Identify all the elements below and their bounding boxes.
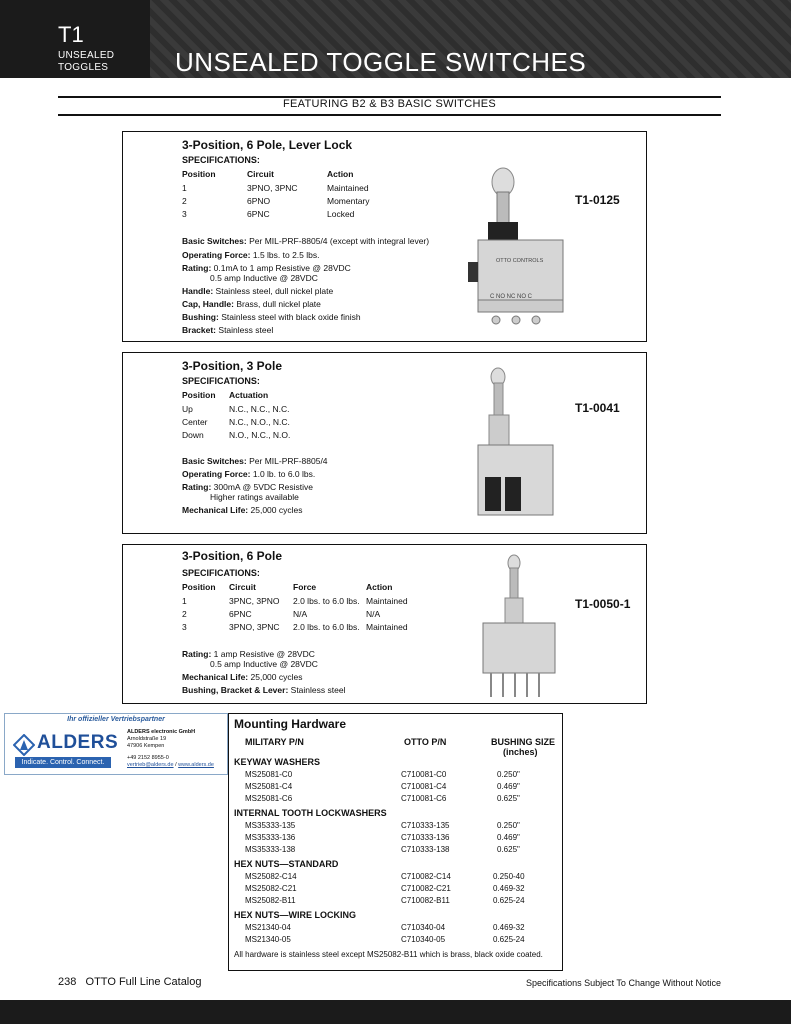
toggle-switch-image — [468, 162, 583, 337]
distributor-company: ALDERS electronic GmbH — [127, 729, 196, 735]
table-cell: MS25082-C14 — [245, 872, 297, 881]
table-cell: Locked — [327, 209, 355, 219]
table-cell: 3PNO, 3PNC — [247, 183, 298, 193]
col-header: Position — [182, 169, 216, 179]
col-header-otto: OTTO P/N — [404, 737, 447, 747]
table-cell: MS25082-B11 — [245, 896, 296, 905]
spec-label: SPECIFICATIONS: — [182, 155, 260, 165]
distributor-tagline: Ihr offizieller Vertriebspartner — [67, 716, 165, 723]
spec-line: Bushing, Bracket & Lever: Stainless steel — [182, 685, 346, 695]
spec-line: Operating Force: 1.0 lb. to 6.0 lbs. — [182, 469, 316, 479]
table-cell: MS35333-138 — [245, 845, 296, 854]
spec-label: SPECIFICATIONS: — [182, 376, 260, 386]
toggle-switch-image — [473, 365, 563, 525]
distributor-box — [4, 713, 228, 775]
table-cell: 2 — [182, 609, 187, 619]
table-cell: 0.469" — [497, 833, 520, 842]
table-cell: Down — [182, 430, 204, 440]
table-cell: MS25081-C0 — [245, 770, 293, 779]
product-title: 3-Position, 6 Pole, Lever Lock — [182, 138, 353, 152]
distributor-email-link[interactable]: vertrieb@alders.de — [127, 762, 174, 768]
footer-bar — [0, 1000, 791, 1024]
product-card-t1-0125 — [122, 131, 647, 342]
table-cell: N.C., N.C., N.C. — [229, 404, 290, 414]
spec-line: Basic Switches: Per MIL-PRF-8805/4 (except with integral lever) — [182, 236, 430, 246]
table-cell: 0.250" — [497, 770, 520, 779]
spec-line: Mechanical Life: 25,000 cycles — [182, 672, 303, 682]
col-header: Position — [182, 582, 216, 592]
table-cell: 2.0 lbs. to 6.0 lbs. — [293, 596, 360, 606]
table-cell: 1 — [182, 183, 187, 193]
mounting-hardware-table — [228, 713, 563, 971]
divider-bottom — [58, 114, 721, 116]
spec-line: Handle: Stainless steel, dull nickel plate — [182, 286, 334, 296]
table-cell: Momentary — [327, 196, 370, 206]
section-sub-2: TOGGLES — [58, 62, 109, 73]
spec-line: Bushing: Stainless steel with black oxide finish — [182, 312, 361, 322]
table-cell: MS25081-C4 — [245, 782, 293, 791]
part-number: T1-0041 — [575, 401, 620, 415]
table-cell: 3PNC, 3PNO — [229, 596, 280, 606]
page-title: UNSEALED TOGGLE SWITCHES — [175, 47, 587, 77]
col-header: Action — [366, 582, 393, 592]
switch-brand-label: OTTO CONTROLS — [496, 258, 544, 264]
table-cell: 0.469" — [497, 782, 520, 791]
spec-line: Basic Switches: Per MIL-PRF-8805/4 — [182, 456, 328, 466]
spec-line-cont: Higher ratings available — [210, 492, 299, 502]
spec-line: Rating: 0.1mA to 1 amp Resistive @ 28VDC — [182, 263, 351, 273]
table-cell: MS25082-C21 — [245, 884, 297, 893]
spec-line: Cap, Handle: Brass, dull nickel plate — [182, 299, 321, 309]
col-header: Position — [182, 390, 216, 400]
alders-logo-icon — [13, 734, 35, 756]
table-cell: MS21340-05 — [245, 935, 291, 944]
table-cell: C710082-C14 — [401, 872, 451, 881]
table-cell: 0.625" — [497, 845, 520, 854]
col-header: Circuit — [247, 169, 274, 179]
footer-left — [58, 976, 202, 988]
table-cell: C710333-135 — [401, 821, 450, 830]
table-cell: 3 — [182, 622, 187, 632]
table-cell: 6PNO — [247, 196, 271, 206]
part-number: T1-0125 — [575, 193, 620, 207]
table-cell: Maintained — [366, 596, 408, 606]
table-cell: C710082-C21 — [401, 884, 451, 893]
table-cell: 0.469-32 — [493, 884, 525, 893]
table-cell: N/A — [293, 609, 308, 619]
col-header: Force — [293, 582, 317, 592]
spec-line: Operating Force: 1.5 lbs. to 2.5 lbs. — [182, 250, 320, 260]
distributor-street: Arnoldstraße 19 — [127, 736, 167, 742]
col-header-bushing: BUSHING SIZE — [491, 737, 556, 747]
page-number: 238 — [58, 976, 77, 988]
spec-line: Rating: 1 amp Resistive @ 28VDC — [182, 649, 315, 659]
section-sub-1: UNSEALED — [58, 50, 115, 61]
spec-line: Bracket: Stainless steel — [182, 325, 274, 335]
table-cell: C710340-04 — [401, 923, 446, 932]
catalog-name: OTTO Full Line Catalog — [85, 976, 202, 988]
table-cell: 3 — [182, 209, 187, 219]
col-header: Action — [327, 169, 354, 179]
table-cell: MS35333-135 — [245, 821, 296, 830]
table-cell: 0.625-24 — [493, 896, 525, 905]
col-header-military: MILITARY P/N — [245, 737, 304, 747]
table-cell: Up — [182, 404, 193, 414]
distributor-logo: ALDERS — [37, 732, 119, 753]
table-cell: 0.625-24 — [493, 935, 525, 944]
col-header-bushing-unit: (inches) — [503, 747, 538, 757]
table-cell: C710340-05 — [401, 935, 446, 944]
table-cell: 0.469-32 — [493, 923, 525, 932]
table-cell: C710333-136 — [401, 833, 450, 842]
product-card-t1-0041 — [122, 352, 647, 534]
distributor-phone: +49 2152 8955-0 — [127, 755, 169, 761]
table-cell: C710082-B11 — [401, 896, 450, 905]
product-title: 3-Position, 6 Pole — [182, 549, 283, 563]
toggle-switch-image — [478, 553, 563, 703]
table-cell: N/A — [366, 609, 381, 619]
product-card-t1-0050-1 — [122, 544, 647, 704]
table-cell: 6PNC — [247, 209, 270, 219]
spec-line: Mechanical Life: 25,000 cycles — [182, 505, 303, 515]
spec-line-cont: 0.5 amp Inductive @ 28VDC — [210, 659, 318, 669]
table-cell: N.O., N.C., N.O. — [229, 430, 291, 440]
category-heading: INTERNAL TOOTH LOCKWASHERS — [234, 808, 387, 818]
table-cell: Maintained — [366, 622, 408, 632]
table-cell: 0.250" — [497, 821, 520, 830]
mounting-title: Mounting Hardware — [234, 717, 347, 731]
table-cell: C710333-138 — [401, 845, 450, 854]
table-cell: 0.250-40 — [493, 872, 525, 881]
spec-label: SPECIFICATIONS: — [182, 568, 260, 578]
table-cell: 2.0 lbs. to 6.0 lbs. — [293, 622, 360, 632]
table-cell: MS35333-136 — [245, 833, 296, 842]
table-cell: MS25081-C6 — [245, 794, 293, 803]
product-title: 3-Position, 3 Pole — [182, 359, 283, 373]
featuring-subtitle: FEATURING B2 & B3 BASIC SWITCHES — [283, 98, 496, 110]
table-cell: 2 — [182, 196, 187, 206]
table-cell: N.C., N.O., N.C. — [229, 417, 290, 427]
category-heading: KEYWAY WASHERS — [234, 757, 321, 767]
table-cell: 1 — [182, 596, 187, 606]
section-code: T1 — [58, 22, 84, 47]
footer-notice: Specifications Subject To Change Without Notice — [526, 978, 721, 988]
switch-terminal-label: C NO NC NO C — [490, 294, 532, 300]
distributor-slogan: Indicate. Control. Connect. — [15, 757, 111, 768]
distributor-web-link[interactable]: www.alders.de — [178, 762, 214, 768]
table-cell: Maintained — [327, 183, 369, 193]
category-heading: HEX NUTS—WIRE LOCKING — [234, 910, 357, 920]
table-cell: Center — [182, 417, 208, 427]
mounting-footnote: All hardware is stainless steel except MS25082-B11 which is brass, black oxide coated. — [234, 950, 543, 959]
part-number: T1-0050-1 — [575, 597, 631, 611]
table-cell: C710081-C0 — [401, 770, 447, 779]
category-heading: HEX NUTS—STANDARD — [234, 859, 339, 869]
table-cell: MS21340-04 — [245, 923, 291, 932]
col-header: Actuation — [229, 390, 269, 400]
table-cell: C710081-C6 — [401, 794, 447, 803]
distributor-contact — [127, 762, 214, 768]
spec-line-cont: 0.5 amp Inductive @ 28VDC — [210, 273, 318, 283]
table-cell: 3PNO, 3PNC — [229, 622, 280, 632]
col-header: Circuit — [229, 582, 256, 592]
contact-separator: / — [175, 762, 177, 768]
table-cell: C710081-C4 — [401, 782, 447, 791]
spec-line: Rating: 300mA @ 5VDC Resistive — [182, 482, 313, 492]
table-cell: 0.625" — [497, 794, 520, 803]
table-cell: 6PNC — [229, 609, 252, 619]
distributor-city: 47906 Kempen — [127, 743, 165, 749]
